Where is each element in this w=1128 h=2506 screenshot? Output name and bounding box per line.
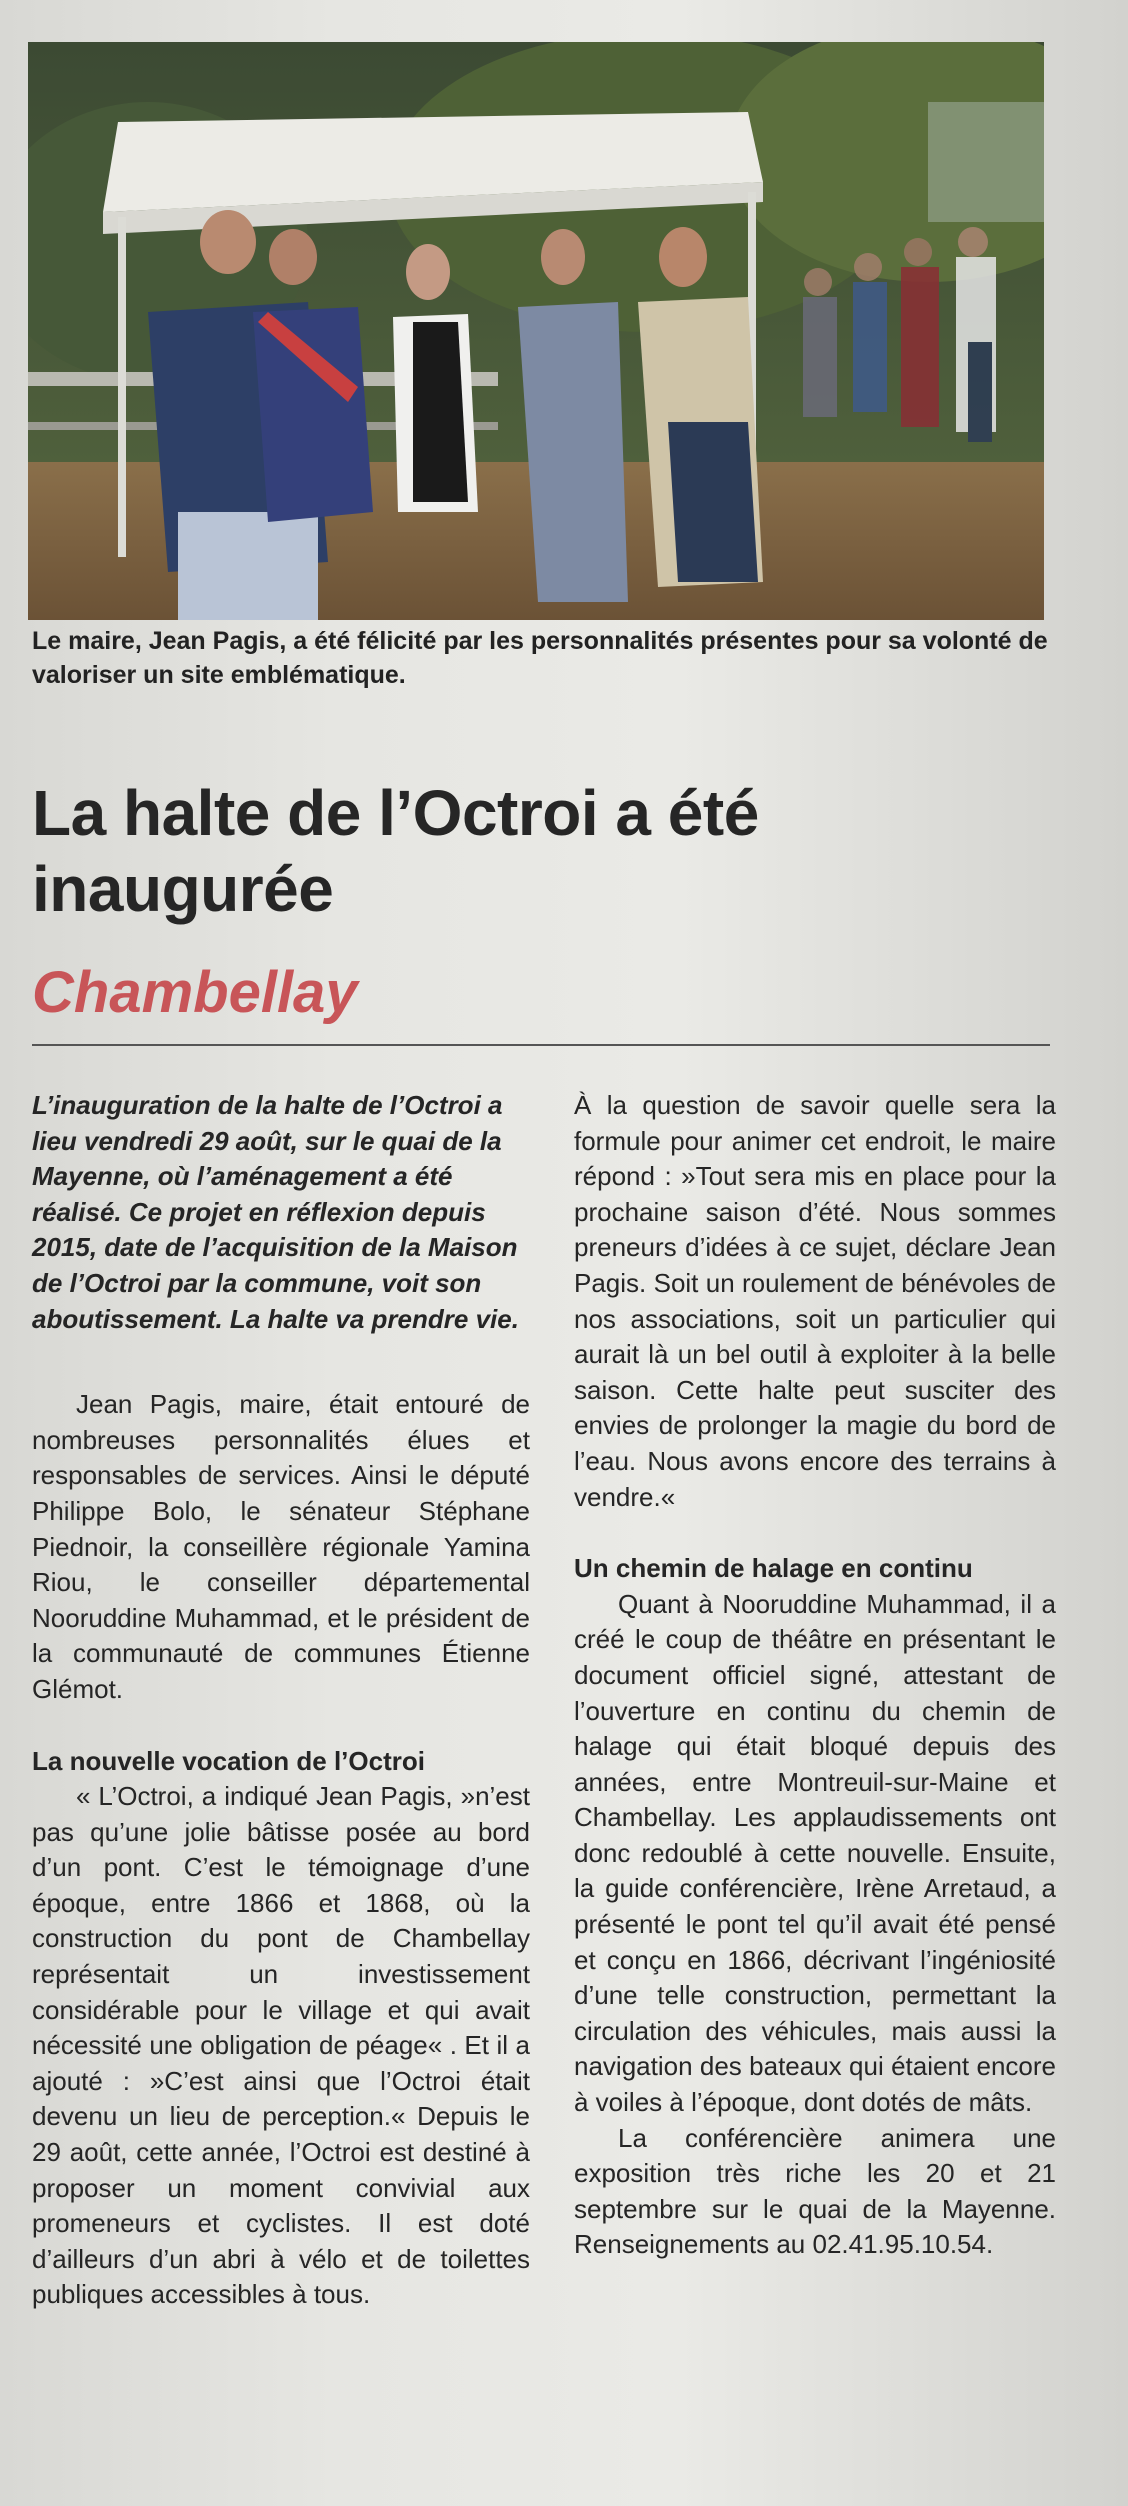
article-paragraph: À la question de savoir quelle sera la formule pour animer cet endroit, le maire répond : »Tout sera mis en place pour la prochaine saison d’été. Nous sommes preneurs d’idées à ce sujet, déclare Jean Pagis. Soit un roulement de bénévoles de nos associations, soit un particulier qui aurait là un bel outil à exploiter à la belle saison. Cette halte peut susciter des envies de prolonger la magie du bord de l’eau. Nous avons encore des terrains à vendre.« xyxy=(574,1090,1056,1512)
photo-caption: Le maire, Jean Pagis, a été félicité par les personnalités présentes pour sa volonté de valoriser un site emblématique. xyxy=(32,627,1048,689)
article-column-left xyxy=(32,1088,530,2313)
inauguration-photo xyxy=(28,42,1044,620)
article-subheading: La nouvelle vocation de l’Octroi xyxy=(32,1745,425,1776)
article-paragraph: Quant à Nooruddine Muhammad, il a créé le coup de théâtre en présentant le document officiel signé, attestant de l’ouverture en continu du chemin de halage qui était bloqué depuis des années, entre Montreuil-sur-Maine et Chambellay. Les applaudissements ont donc redoublé à cette nouvelle. Ensuite, la guide conférencière, Irène Arretaud, a présenté le pont tel qu’il avait été pensé et conçu en 1866, décrivant l’ingéniosité d’une telle construction, permettant la circulation des véhicules, mais aussi la navigation des bateaux qui étaient encore à voiles à l’époque, dont dotés de mâts. xyxy=(574,1588,1056,2118)
section-divider xyxy=(32,1044,1050,1046)
article-paragraph: Jean Pagis, maire, était entouré de nombreuses personnalités élues et responsables de services. Ainsi le député Philippe Bolo, le sénateur Stéphane Piednoir, la conseillère régionale Yamina Riou, le conseiller départemental Nooruddine Muhammad, et le président de la communauté de communes Étienne Glémot. xyxy=(32,1389,530,1704)
article-subheading: Un chemin de halage en continu xyxy=(574,1553,973,1584)
photo-illustration xyxy=(28,42,1044,620)
article-headline: La halte de l’Octroi a été inaugurée xyxy=(32,777,759,925)
article-paragraph: La conférencière animera une exposition très riche les 20 et 21 septembre sur le quai de la Mayenne. Renseignements au 02.41.95.10.54. xyxy=(574,2122,1056,2260)
article-location: Chambellay xyxy=(32,960,358,1025)
article-column-right xyxy=(574,1088,1056,2263)
article-lead: L’inauguration de la halte de l’Octroi a lieu vendredi 29 août, sur le quai de la Mayenne, où l’aménagement a été réalisé. Ce projet en réflexion depuis 2015, date de l’acquisition de la Maison de l’Octroi par la commune, voit son aboutissement. La halte va prendre vie. xyxy=(32,1090,519,1334)
article-paragraph: « L’Octroi, a indiqué Jean Pagis, »n’est pas qu’une jolie bâtisse posée au bord d’un pont. C’est le témoignage d’une époque, entre 1866 et 1868, où la construction du pont de Chambellay représentait un investissement considérable pour le village et qui avait nécessité une obligation de péage« . Et il a ajouté : »C’est ainsi que l’Octroi était devenu un lieu de perception.« Depuis le 29 août, cette année, l’Octroi est destiné à proposer un moment convivial aux promeneurs et cyclistes. Il est doté d’ailleurs d’un abri à vélo et de toilettes publiques accessibles à tous. xyxy=(32,1781,530,2310)
